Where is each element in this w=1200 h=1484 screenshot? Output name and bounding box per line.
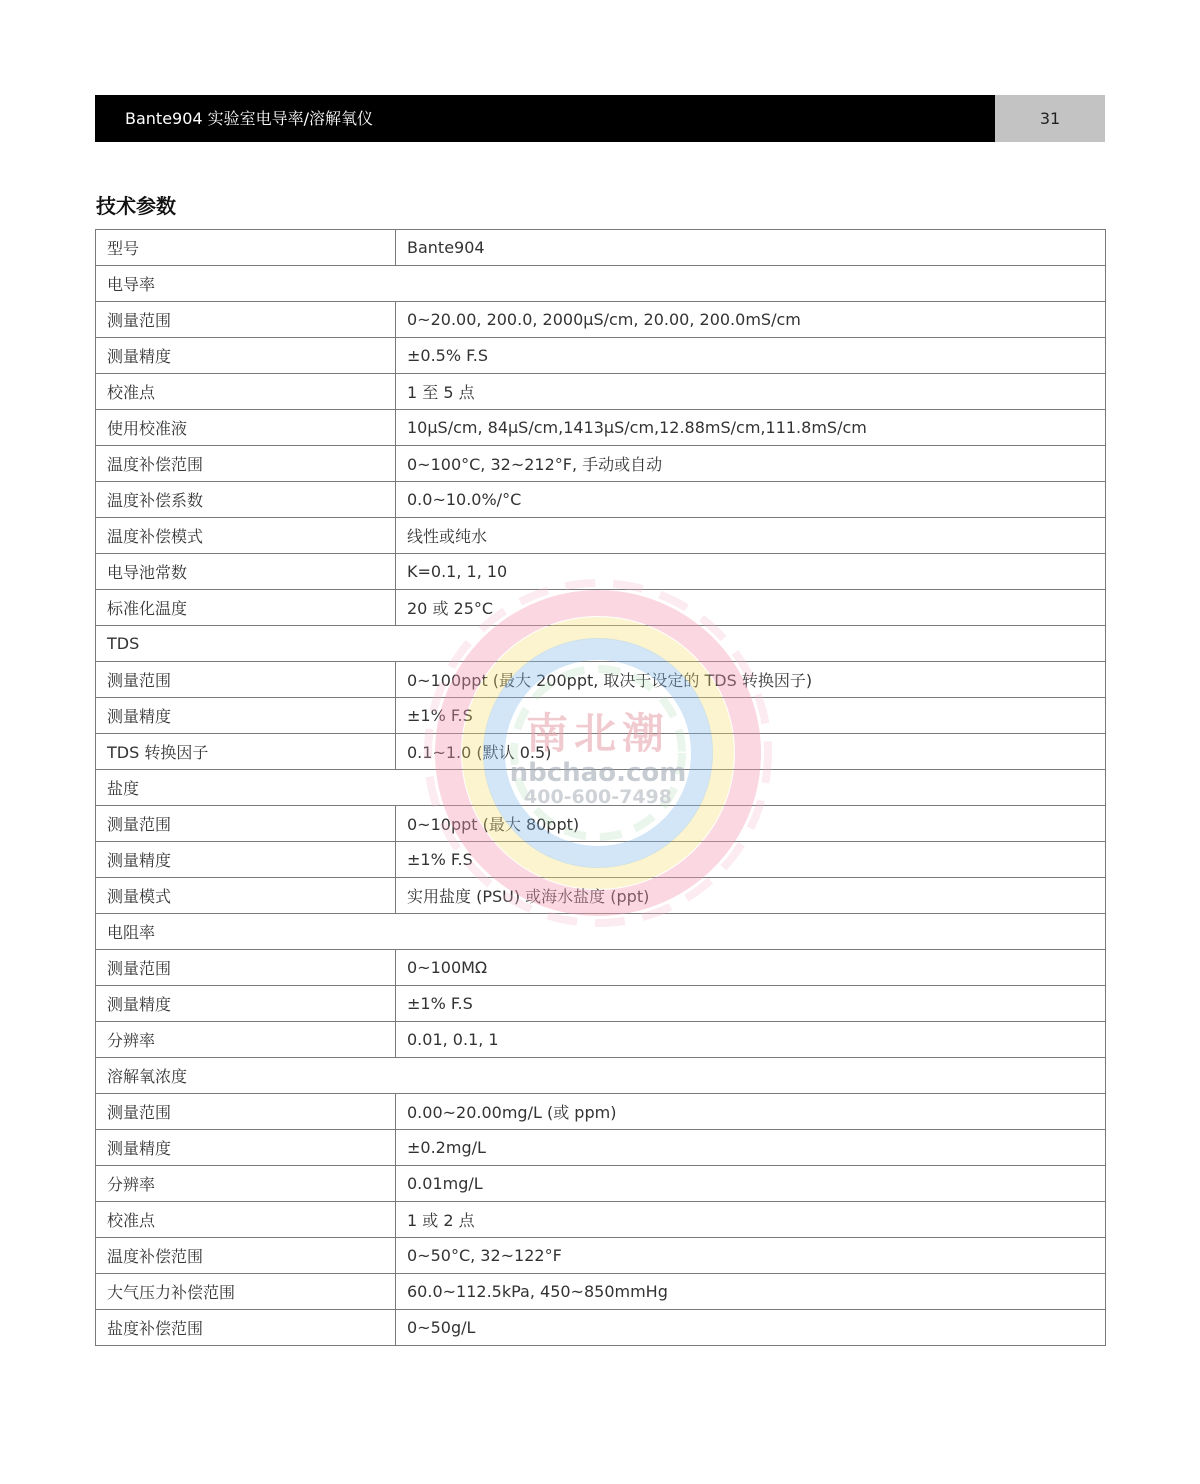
param-value: 0~50°C, 32~122°F <box>396 1238 1106 1274</box>
param-value: 1 或 2 点 <box>396 1202 1106 1238</box>
param-label: 大气压力补偿范围 <box>96 1274 396 1310</box>
param-value: 实用盐度 (PSU) 或海水盐度 (ppt) <box>396 878 1106 914</box>
param-value: ±1% F.S <box>396 698 1106 734</box>
param-label: 测量范围 <box>96 950 396 986</box>
table-row <box>96 338 1106 374</box>
param-label: 测量范围 <box>96 662 396 698</box>
param-label: 校准点 <box>96 1202 396 1238</box>
param-label: 型号 <box>96 230 396 266</box>
section-row <box>96 1058 1106 1094</box>
section-heading: 盐度 <box>96 770 1106 806</box>
table-row <box>96 1202 1106 1238</box>
param-value: 线性或纯水 <box>396 518 1106 554</box>
table-row <box>96 1238 1106 1274</box>
table-row <box>96 374 1106 410</box>
param-value: 0~20.00, 200.0, 2000μS/cm, 20.00, 200.0mS/cm <box>396 302 1106 338</box>
section-heading: 电阻率 <box>96 914 1106 950</box>
param-label: 测量范围 <box>96 302 396 338</box>
page-header <box>95 95 1105 142</box>
param-label: 测量精度 <box>96 986 396 1022</box>
param-value: Bante904 <box>396 230 1106 266</box>
param-value: 0~100°C, 32~212°F, 手动或自动 <box>396 446 1106 482</box>
table-row <box>96 482 1106 518</box>
spec-table <box>95 229 1106 1346</box>
param-label: 测量模式 <box>96 878 396 914</box>
table-row <box>96 590 1106 626</box>
param-label: 温度补偿模式 <box>96 518 396 554</box>
param-value: ±1% F.S <box>396 986 1106 1022</box>
watermark-phone: 400-600-7498 <box>524 786 672 808</box>
param-value: ±1% F.S <box>396 842 1106 878</box>
param-value: 1 至 5 点 <box>396 374 1106 410</box>
table-row <box>96 842 1106 878</box>
param-label: TDS 转换因子 <box>96 734 396 770</box>
table-row <box>96 554 1106 590</box>
table-row <box>96 302 1106 338</box>
section-heading: TDS <box>96 626 1106 662</box>
section-row <box>96 626 1106 662</box>
param-value: 0.1~1.0 (默认 0.5) <box>396 734 1106 770</box>
param-label: 测量范围 <box>96 806 396 842</box>
table-row <box>96 1274 1106 1310</box>
table-row <box>96 410 1106 446</box>
param-label: 电导池常数 <box>96 554 396 590</box>
param-value: K=0.1, 1, 10 <box>396 554 1106 590</box>
param-value: 10μS/cm, 84μS/cm,1413μS/cm,12.88mS/cm,111.8mS/cm <box>396 410 1106 446</box>
watermark-brand: 南北潮 <box>525 709 671 758</box>
table-row <box>96 1166 1106 1202</box>
table-row <box>96 698 1106 734</box>
param-value: 0.00~20.00mg/L (或 ppm) <box>396 1094 1106 1130</box>
section-heading: 电导率 <box>96 266 1106 302</box>
table-row <box>96 1094 1106 1130</box>
section-row <box>96 266 1106 302</box>
section-heading: 溶解氧浓度 <box>96 1058 1106 1094</box>
param-label: 测量精度 <box>96 338 396 374</box>
param-value: 0~100ppt (最大 200ppt, 取决于设定的 TDS 转换因子) <box>396 662 1106 698</box>
section-title: 技术参数 <box>96 194 176 218</box>
document-title: Bante904 实验室电导率/溶解氧仪 <box>95 95 995 142</box>
param-label: 使用校准液 <box>96 410 396 446</box>
watermark-domain: nbchao.com <box>509 758 687 788</box>
param-label: 温度补偿范围 <box>96 1238 396 1274</box>
param-label: 温度补偿系数 <box>96 482 396 518</box>
table-row <box>96 734 1106 770</box>
table-row <box>96 518 1106 554</box>
param-value: 60.0~112.5kPa, 450~850mmHg <box>396 1274 1106 1310</box>
param-value: 20 或 25°C <box>396 590 1106 626</box>
section-row <box>96 770 1106 806</box>
page-number: 31 <box>995 95 1105 142</box>
param-value: ±0.5% F.S <box>396 338 1106 374</box>
section-row <box>96 914 1106 950</box>
param-value: 0.01, 0.1, 1 <box>396 1022 1106 1058</box>
table-row <box>96 446 1106 482</box>
param-label: 测量精度 <box>96 1130 396 1166</box>
table-row <box>96 662 1106 698</box>
table-row <box>96 806 1106 842</box>
param-label: 标准化温度 <box>96 590 396 626</box>
param-value: 0~50g/L <box>396 1310 1106 1346</box>
param-value: 0~100MΩ <box>396 950 1106 986</box>
param-label: 测量精度 <box>96 698 396 734</box>
table-row <box>96 1130 1106 1166</box>
table-row <box>96 230 1106 266</box>
table-row <box>96 950 1106 986</box>
table-row <box>96 986 1106 1022</box>
param-label: 分辨率 <box>96 1022 396 1058</box>
param-label: 温度补偿范围 <box>96 446 396 482</box>
param-label: 盐度补偿范围 <box>96 1310 396 1346</box>
param-label: 测量范围 <box>96 1094 396 1130</box>
param-value: 0.0~10.0%/°C <box>396 482 1106 518</box>
table-row <box>96 1022 1106 1058</box>
table-row <box>96 1310 1106 1346</box>
param-value: 0.01mg/L <box>396 1166 1106 1202</box>
param-label: 校准点 <box>96 374 396 410</box>
param-label: 分辨率 <box>96 1166 396 1202</box>
param-value: 0~10ppt (最大 80ppt) <box>396 806 1106 842</box>
param-value: ±0.2mg/L <box>396 1130 1106 1166</box>
table-row <box>96 878 1106 914</box>
param-label: 测量精度 <box>96 842 396 878</box>
